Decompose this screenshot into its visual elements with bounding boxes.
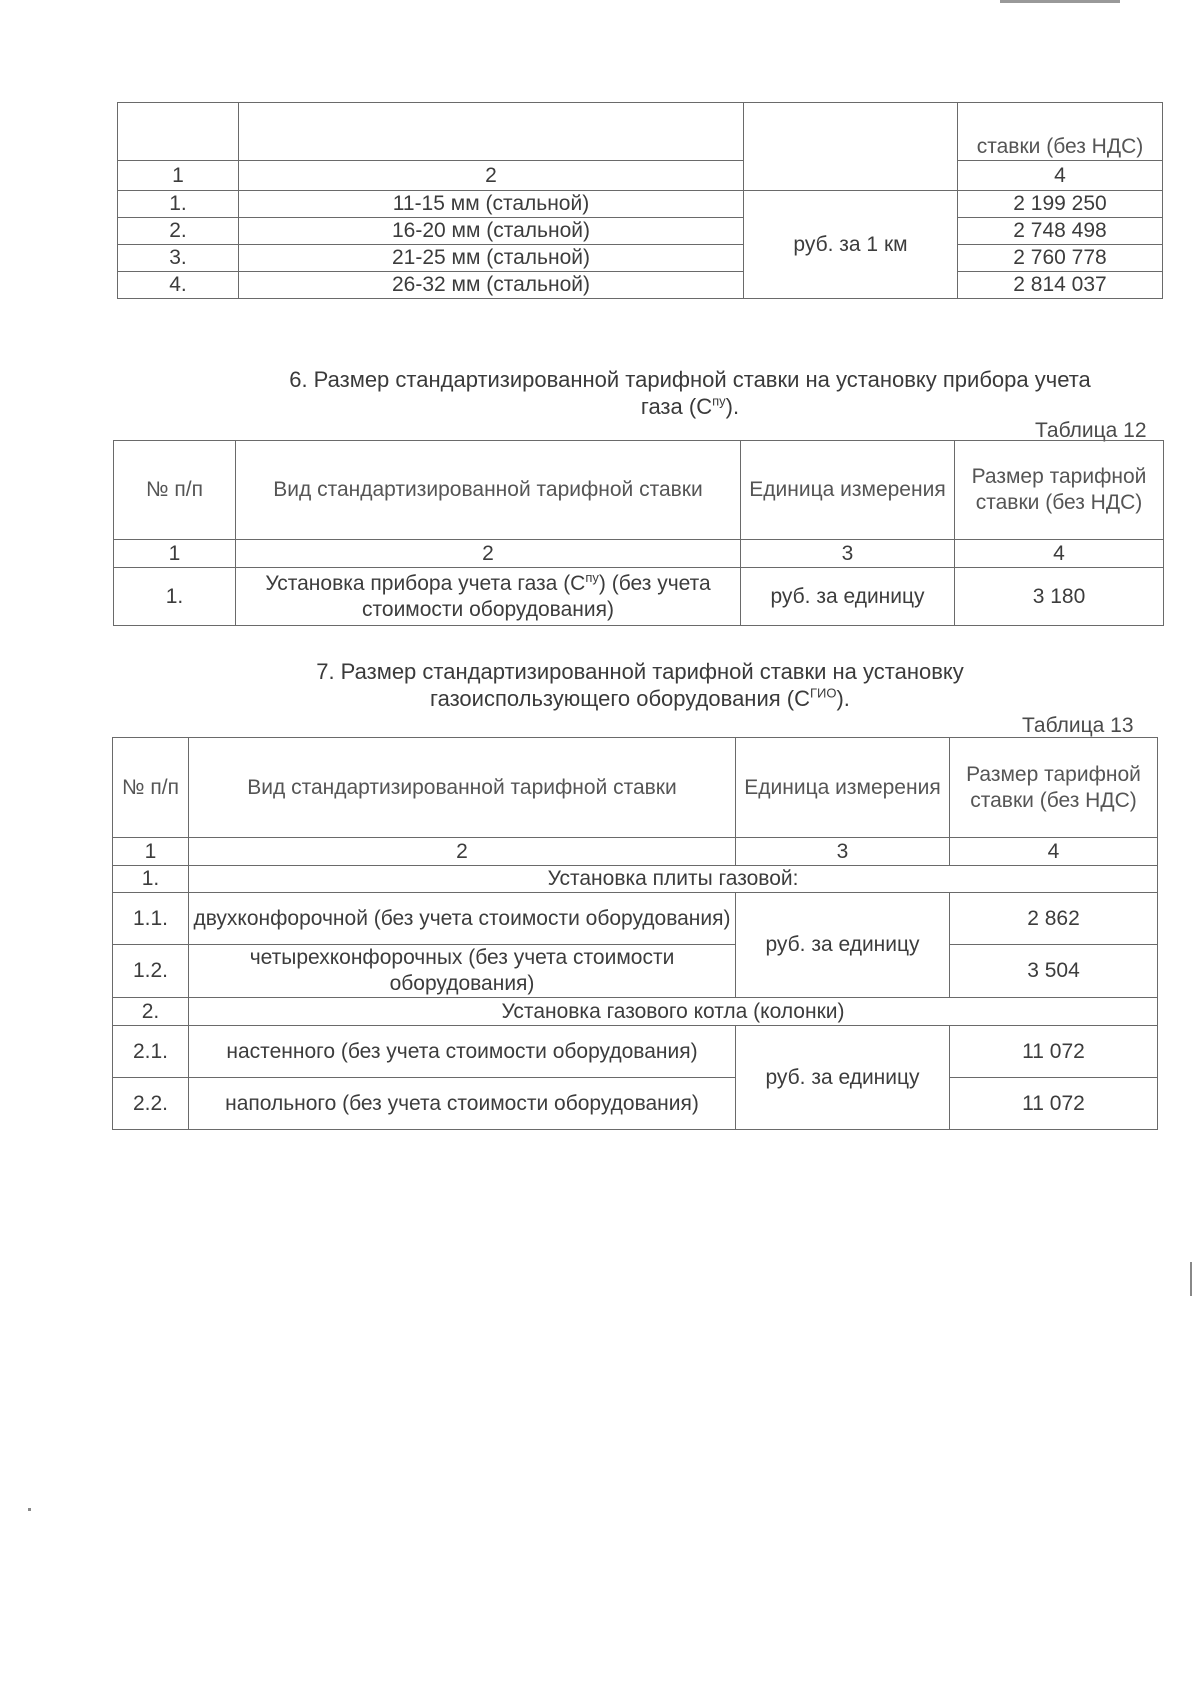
column-number: 4 — [955, 540, 1164, 568]
table-13 — [112, 737, 1158, 1130]
header-size: Размер тарифной ставки (без НДС) — [955, 441, 1164, 540]
column-number: 2 — [236, 540, 741, 568]
row-name: 21-25 мм (стальной) — [239, 245, 744, 272]
scan-artifact — [28, 1508, 31, 1511]
table-row — [118, 272, 1163, 299]
section-6-heading: 6. Размер стандартизированной тарифной ставки на установку прибора учета газа $(С^{пу})$. — [289, 367, 1091, 419]
group-number: 2. — [113, 998, 189, 1026]
table-row — [114, 568, 1164, 626]
group-row — [113, 866, 1158, 893]
group-number: 1. — [113, 866, 189, 893]
column-number: 3 — [736, 838, 950, 866]
table-row — [118, 245, 1163, 272]
row-value: 2 748 498 — [958, 218, 1163, 245]
column-number: 1 — [113, 838, 189, 866]
row-name: 26-32 мм (стальной) — [239, 272, 744, 299]
header-size: Размер тарифной ставки (без НДС) — [950, 738, 1158, 838]
column-number: 1 — [114, 540, 236, 568]
section-7-heading: 7. Размер стандартизированной тарифной ставки на установку газоиспользующего оборудования $(С^{ГИО})$. — [316, 659, 964, 711]
column-number: 1 — [118, 161, 239, 191]
row-value: 3 180 — [955, 568, 1164, 626]
header-type: Вид стандартизированной тарифной ставки — [189, 738, 736, 838]
header-cell-type — [239, 103, 744, 161]
row-value: 2 862 — [950, 893, 1158, 945]
column-number: 4 — [950, 838, 1158, 866]
row-number: 2.2. — [113, 1078, 189, 1130]
row-name: 11-15 мм (стальной) — [239, 191, 744, 218]
group-title: Установка плиты газовой: — [189, 866, 1158, 893]
header-type: Вид стандартизированной тарифной ставки — [236, 441, 741, 540]
table-row — [113, 893, 1158, 945]
row-number: 1. — [114, 568, 236, 626]
table-12-label: Таблица 12 — [1035, 419, 1147, 442]
table-row — [113, 945, 1158, 998]
row-name: напольного (без учета стоимости оборудования) — [189, 1078, 736, 1130]
row-number: 1.1. — [113, 893, 189, 945]
row-unit: руб. за единицу — [741, 568, 955, 626]
row-value: 2 814 037 — [958, 272, 1163, 299]
row-value: 2 199 250 — [958, 191, 1163, 218]
column-number: 4 — [958, 161, 1163, 191]
group-row — [113, 998, 1158, 1026]
header-num: № п/п — [113, 738, 189, 838]
row-number: 4. — [118, 272, 239, 299]
table-13-label: Таблица 13 — [1022, 714, 1134, 737]
header-cell-num — [118, 103, 239, 161]
row-name: двухконфорочной (без учета стоимости оборудования) — [189, 893, 736, 945]
row-value: 3 504 — [950, 945, 1158, 998]
row-value: 2 760 778 — [958, 245, 1163, 272]
row-number: 3. — [118, 245, 239, 272]
table-11-continuation — [117, 102, 1163, 299]
header-unit: Единица измерения — [736, 738, 950, 838]
header-cell-size-tail: ставки (без НДС) — [958, 103, 1163, 161]
row-value: 11 072 — [950, 1078, 1158, 1130]
row-number: 2.1. — [113, 1026, 189, 1078]
group-title: Установка газового котла (колонки) — [189, 998, 1158, 1026]
row-unit: руб. за единицу — [736, 1026, 950, 1130]
row-unit: руб. за единицу — [736, 893, 950, 998]
row-name: 16-20 мм (стальной) — [239, 218, 744, 245]
table-12 — [113, 440, 1164, 626]
row-name: настенного (без учета стоимости оборудования) — [189, 1026, 736, 1078]
row-number: 1.2. — [113, 945, 189, 998]
row-unit: руб. за 1 км — [744, 191, 958, 299]
header-cell-unit — [744, 103, 958, 191]
header-unit: Единица измерения — [741, 441, 955, 540]
scan-artifact — [1190, 1262, 1192, 1296]
column-number: 2 — [239, 161, 744, 191]
row-name: Установка прибора учета газа $(С^{пу})$ (без учета стоимости оборудования) — [236, 568, 741, 626]
table-row — [113, 1026, 1158, 1078]
column-number: 2 — [189, 838, 736, 866]
header-num: № п/п — [114, 441, 236, 540]
row-value: 11 072 — [950, 1026, 1158, 1078]
row-number: 2. — [118, 218, 239, 245]
table-row — [118, 191, 1163, 218]
table-row — [113, 1078, 1158, 1130]
table-row — [118, 218, 1163, 245]
scan-artifact — [1000, 0, 1120, 3]
row-number: 1. — [118, 191, 239, 218]
row-name: четырехконфорочных (без учета стоимости оборудования) — [189, 945, 736, 998]
column-number: 3 — [741, 540, 955, 568]
